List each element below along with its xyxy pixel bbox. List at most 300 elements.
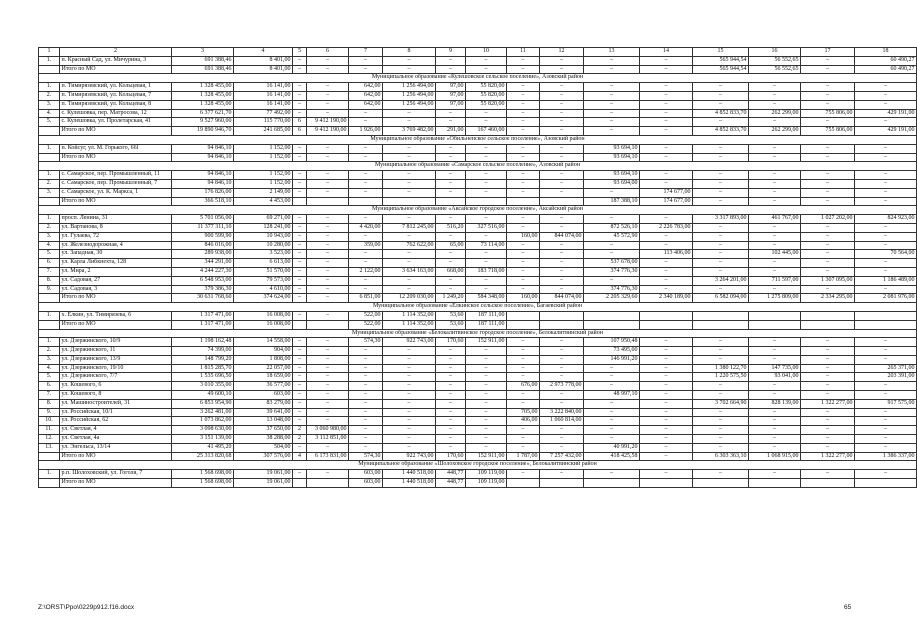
value-cell: – (749, 267, 801, 276)
value-cell: 3 112 851,00 (307, 435, 349, 444)
value-cell: – (293, 83, 307, 92)
value-cell: – (383, 171, 436, 180)
address-cell: ул. Дзержинского, 13/9 (60, 355, 172, 364)
column-number: 14 (640, 48, 693, 57)
value-cell: – (693, 144, 749, 153)
value-cell: 642,00 (349, 83, 383, 92)
column-number: 17 (801, 48, 855, 57)
value-cell: – (349, 232, 383, 241)
value-cell (540, 320, 584, 329)
value-cell: 79 573,00 (234, 276, 293, 285)
value-cell: – (507, 285, 540, 294)
value-cell: – (293, 408, 307, 417)
table-row (39, 144, 917, 153)
value-cell (801, 311, 855, 320)
table-row (39, 285, 917, 294)
value-cell: – (307, 188, 349, 197)
value-cell (640, 320, 693, 329)
value-cell: – (584, 250, 640, 259)
value-cell: 7 812 245,00 (383, 223, 436, 232)
value-cell: – (466, 171, 507, 180)
column-number: 12 (540, 48, 584, 57)
value-cell: – (383, 232, 436, 241)
value-cell: – (801, 250, 855, 259)
value-cell: – (584, 83, 640, 92)
value-cell: – (307, 259, 349, 268)
value-cell: 60 490,27 (855, 65, 917, 74)
value-cell: – (693, 171, 749, 180)
value-cell: – (801, 188, 855, 197)
value-cell: 160,00 (507, 294, 540, 303)
value-cell: – (640, 470, 693, 479)
value-cell: 2 973 778,00 (540, 382, 584, 391)
value-cell: 642,00 (349, 100, 383, 109)
value-cell (855, 320, 917, 329)
value-cell: – (640, 426, 693, 435)
value-cell: – (749, 197, 801, 206)
value-cell: – (540, 373, 584, 382)
value-cell: – (436, 355, 466, 364)
value-cell: – (749, 241, 801, 250)
table-row (39, 223, 917, 232)
value-cell (693, 479, 749, 488)
value-cell: – (801, 197, 855, 206)
value-cell: – (801, 100, 855, 109)
value-cell: – (466, 276, 507, 285)
address-cell: Итого по МО (60, 197, 172, 206)
value-cell: – (293, 144, 307, 153)
row-number: 8. (39, 276, 60, 285)
value-cell: – (640, 443, 693, 452)
row-number: 4. (39, 109, 60, 118)
value-cell: – (507, 338, 540, 347)
value-cell: – (749, 259, 801, 268)
value-cell: 4 610,00 (234, 285, 293, 294)
value-cell: – (801, 267, 855, 276)
value-cell: – (466, 250, 507, 259)
value-cell: – (466, 355, 507, 364)
value-cell: – (383, 259, 436, 268)
page-number: 65 (844, 604, 852, 611)
value-cell: – (349, 426, 383, 435)
value-cell: – (293, 100, 307, 109)
value-cell: 51 570,00 (234, 267, 293, 276)
value-cell: 262 299,00 (749, 127, 801, 136)
value-cell: 1 568 698,00 (172, 479, 234, 488)
value-cell: 603,00 (234, 391, 293, 400)
column-number: 3 (172, 48, 234, 57)
value-cell: – (749, 443, 801, 452)
value-cell: 16 008,00 (234, 311, 293, 320)
value-cell: 1 060 814,00 (540, 417, 584, 426)
table-row (39, 91, 917, 100)
value-cell: – (584, 364, 640, 373)
value-cell: 40 991,20 (584, 443, 640, 452)
value-cell: 6 853 954,90 (172, 399, 234, 408)
value-cell: 1 198 162,48 (172, 338, 234, 347)
value-cell: – (383, 408, 436, 417)
table-row (39, 443, 917, 452)
value-cell: 3 264 201,00 (693, 276, 749, 285)
value-cell: 4 (293, 452, 307, 461)
value-cell: 36 577,00 (234, 382, 293, 391)
value-cell: – (383, 109, 436, 118)
address-cell: х. Ёлкин, ул. Тимирязева, 6 (60, 311, 172, 320)
value-cell: 1 152,00 (234, 153, 293, 162)
value-cell: – (466, 399, 507, 408)
value-cell: 1 386 337,00 (855, 452, 917, 461)
table-row (39, 250, 917, 259)
row-number: 7. (39, 391, 60, 400)
value-cell: 93 041,00 (749, 373, 801, 382)
value-cell: – (466, 417, 507, 426)
value-cell: – (640, 373, 693, 382)
value-cell: – (293, 215, 307, 224)
value-cell: 4 852 833,70 (693, 109, 749, 118)
value-cell: – (307, 408, 349, 417)
value-cell: – (507, 373, 540, 382)
value-cell: – (855, 197, 917, 206)
value-cell: – (383, 391, 436, 400)
value-cell: – (640, 100, 693, 109)
value-cell: 691 388,46 (172, 65, 234, 74)
value-cell: – (855, 83, 917, 92)
row-number: 1. (39, 215, 60, 224)
value-cell: 1 068 915,00 (749, 452, 801, 461)
value-cell: – (383, 144, 436, 153)
value-cell: 187 111,00 (466, 311, 507, 320)
value-cell: – (693, 118, 749, 127)
value-cell: – (436, 426, 466, 435)
value-cell: – (855, 91, 917, 100)
value-cell: 6 613,00 (234, 259, 293, 268)
value-cell: 152 911,00 (466, 338, 507, 347)
address-cell: п. Тимирязевский, ул. Кольцевая, 8 (60, 100, 172, 109)
table-row (39, 355, 917, 364)
value-cell: – (693, 179, 749, 188)
value-cell: – (540, 443, 584, 452)
value-cell: 3 060 980,00 (307, 426, 349, 435)
value-cell: 113 406,00 (640, 250, 693, 259)
value-cell: – (383, 250, 436, 259)
value-cell: – (640, 285, 693, 294)
value-cell: – (855, 259, 917, 268)
value-cell: 10 943,00 (234, 232, 293, 241)
value-cell: 22 057,00 (234, 364, 293, 373)
table-row (39, 426, 917, 435)
value-cell: – (436, 373, 466, 382)
address-cell: Итого по МО (60, 153, 172, 162)
row-number: 1. (39, 470, 60, 479)
value-cell: 1 220 575,50 (693, 373, 749, 382)
value-cell: – (855, 382, 917, 391)
address-cell: ул. Мира, 2 (60, 267, 172, 276)
value-cell: 1 114 352,00 (383, 320, 436, 329)
value-cell: – (640, 83, 693, 92)
value-cell: 6 (293, 127, 307, 136)
address-cell: ул. Садовая, 27 (60, 276, 172, 285)
value-cell: – (540, 259, 584, 268)
value-cell: 1 317 471,00 (172, 311, 234, 320)
value-cell: – (307, 232, 349, 241)
value-cell: – (436, 391, 466, 400)
value-cell (540, 479, 584, 488)
value-cell: – (466, 179, 507, 188)
value-cell: – (507, 144, 540, 153)
value-cell: – (801, 285, 855, 294)
value-cell: – (749, 426, 801, 435)
row-number: 3. (39, 188, 60, 197)
address-cell: ул. Вартанова, 8 (60, 223, 172, 232)
value-cell: 30 631 768,60 (172, 294, 234, 303)
value-cell: – (466, 443, 507, 452)
value-cell (307, 479, 349, 488)
total-row (39, 479, 917, 488)
table-row (39, 232, 917, 241)
value-cell: 1 328 455,00 (172, 83, 234, 92)
value-cell: 16 141,00 (234, 100, 293, 109)
value-cell: 107 950,48 (584, 338, 640, 347)
value-cell: 3 702 664,90 (693, 399, 749, 408)
value-cell: 93 694,00 (584, 179, 640, 188)
value-cell: – (855, 355, 917, 364)
value-cell: – (383, 179, 436, 188)
value-cell: – (540, 215, 584, 224)
value-cell: – (293, 171, 307, 180)
value-cell: 4 420,00 (349, 223, 383, 232)
total-row (39, 294, 917, 303)
value-cell: – (383, 373, 436, 382)
value-cell: – (749, 223, 801, 232)
table-row (39, 259, 917, 268)
value-cell (749, 479, 801, 488)
value-cell: – (855, 223, 917, 232)
value-cell: 53,60 (436, 311, 466, 320)
value-cell: – (540, 118, 584, 127)
value-cell (855, 479, 917, 488)
value-cell: – (540, 338, 584, 347)
row-number: 11. (39, 426, 60, 435)
value-cell: – (801, 443, 855, 452)
value-cell: – (466, 391, 507, 400)
address-cell: ул. Садовая, 3 (60, 285, 172, 294)
value-cell: – (383, 399, 436, 408)
value-cell: 9 412 190,00 (307, 118, 349, 127)
table-row (39, 188, 917, 197)
value-cell: – (693, 382, 749, 391)
value-cell: – (640, 338, 693, 347)
value-cell: – (801, 83, 855, 92)
value-cell: – (349, 435, 383, 444)
value-cell: – (293, 373, 307, 382)
value-cell: – (349, 364, 383, 373)
row-number (39, 320, 60, 329)
value-cell: 1 322 277,00 (801, 452, 855, 461)
value-cell: – (801, 408, 855, 417)
value-cell: – (801, 118, 855, 127)
value-cell: 5 701 056,00 (172, 215, 234, 224)
value-cell: – (293, 250, 307, 259)
value-cell (693, 320, 749, 329)
value-cell: – (584, 215, 640, 224)
value-cell: 2 149,00 (234, 188, 293, 197)
table-row (39, 215, 917, 224)
value-cell: – (640, 232, 693, 241)
value-cell (540, 197, 584, 206)
value-cell: – (436, 285, 466, 294)
value-cell: – (693, 153, 749, 162)
value-cell: – (307, 100, 349, 109)
address-cell: п. Тимирязевский, ул. Кольцевая, 1 (60, 83, 172, 92)
value-cell: – (855, 408, 917, 417)
value-cell: 77 492,00 (234, 109, 293, 118)
row-number: 2. (39, 91, 60, 100)
value-cell: – (349, 65, 383, 74)
address-cell: Итого по МО (60, 65, 172, 74)
value-cell: – (584, 382, 640, 391)
value-cell: 1 568 698,00 (172, 470, 234, 479)
value-cell: – (540, 83, 584, 92)
value-cell: 55 820,00 (466, 100, 507, 109)
row-number: 1. (39, 144, 60, 153)
value-cell: 1 440 518,00 (383, 470, 436, 479)
value-cell: – (349, 417, 383, 426)
table-row (39, 470, 917, 479)
value-cell: – (540, 267, 584, 276)
value-cell: 366 518,10 (172, 197, 234, 206)
value-cell: – (436, 364, 466, 373)
row-number (39, 197, 60, 206)
value-cell: 846 016,00 (172, 241, 234, 250)
value-cell: – (436, 232, 466, 241)
value-cell: 2 226 783,00 (640, 223, 693, 232)
value-cell: – (640, 347, 693, 356)
value-cell: – (855, 443, 917, 452)
value-cell: 9 412 190,00 (307, 127, 349, 136)
value-cell: – (507, 171, 540, 180)
value-cell: – (293, 188, 307, 197)
address-cell: ул. Российская, 62 (60, 417, 172, 426)
table-row (39, 391, 917, 400)
value-cell (540, 311, 584, 320)
value-cell: – (584, 435, 640, 444)
value-cell: – (507, 259, 540, 268)
value-cell: 291,00 (436, 127, 466, 136)
value-cell: 3 317 893,00 (693, 215, 749, 224)
value-cell: – (749, 470, 801, 479)
value-cell: – (466, 285, 507, 294)
value-cell (584, 320, 640, 329)
value-cell (693, 311, 749, 320)
value-cell: – (640, 408, 693, 417)
value-cell: – (749, 83, 801, 92)
value-cell: – (293, 267, 307, 276)
value-cell (349, 197, 383, 206)
value-cell: – (540, 250, 584, 259)
column-number: 11 (507, 48, 540, 57)
table-row (39, 118, 917, 127)
value-cell (640, 311, 693, 320)
value-cell: – (466, 364, 507, 373)
value-cell: 824 923,00 (855, 215, 917, 224)
value-cell: – (693, 426, 749, 435)
value-cell: – (640, 118, 693, 127)
section-heading: Муниципальное образование «Кулешовское сельское поселение», Азовский район (39, 74, 917, 83)
value-cell: 4 852 833,70 (693, 127, 749, 136)
value-cell: – (293, 153, 307, 162)
value-cell: – (436, 443, 466, 452)
value-cell: – (693, 435, 749, 444)
value-cell: – (383, 364, 436, 373)
value-cell: 152 911,00 (466, 452, 507, 461)
value-cell: 94 846,10 (172, 171, 234, 180)
file-path-footer: Z:\ORST\Ppo\0229p912.f16.docx (38, 604, 135, 611)
value-cell: – (540, 179, 584, 188)
value-cell: 6 851,00 (349, 294, 383, 303)
value-cell: – (507, 391, 540, 400)
row-number: 5. (39, 373, 60, 382)
value-cell: – (855, 118, 917, 127)
value-cell: – (693, 285, 749, 294)
value-cell: 4 244 227,30 (172, 267, 234, 276)
column-number: 13 (584, 48, 640, 57)
value-cell: – (507, 223, 540, 232)
row-number: 1. (39, 83, 60, 92)
value-cell: – (349, 56, 383, 65)
value-cell: – (749, 417, 801, 426)
value-cell: – (855, 144, 917, 153)
value-cell: – (466, 188, 507, 197)
value-cell: 1 328 455,00 (172, 100, 234, 109)
value-cell: – (507, 188, 540, 197)
value-cell: – (693, 417, 749, 426)
value-cell: – (349, 408, 383, 417)
value-cell: 461 767,00 (749, 215, 801, 224)
value-cell: – (640, 399, 693, 408)
value-cell: – (383, 285, 436, 294)
value-cell: 755 806,00 (801, 109, 855, 118)
value-cell: – (466, 109, 507, 118)
section-heading-row (39, 74, 917, 83)
value-cell: 93 694,10 (584, 144, 640, 153)
value-cell: – (466, 65, 507, 74)
value-cell (640, 479, 693, 488)
value-cell: – (801, 382, 855, 391)
value-cell: 55 820,00 (466, 91, 507, 100)
value-cell: – (349, 144, 383, 153)
value-cell: – (293, 391, 307, 400)
value-cell: – (383, 215, 436, 224)
value-cell: – (507, 215, 540, 224)
value-cell: 97,00 (436, 100, 466, 109)
value-cell: – (349, 382, 383, 391)
address-cell: ул. Железнодорожная, 4 (60, 241, 172, 250)
value-cell: – (693, 355, 749, 364)
value-cell: 374 776,30 (584, 267, 640, 276)
value-cell: 19 061,00 (234, 479, 293, 488)
value-cell: 97,00 (436, 91, 466, 100)
value-cell: – (540, 127, 584, 136)
value-cell: 1 186 489,00 (855, 276, 917, 285)
value-cell: – (349, 355, 383, 364)
table-row (39, 267, 917, 276)
value-cell: 83 279,00 (234, 399, 293, 408)
value-cell: – (801, 56, 855, 65)
value-cell: 844 074,00 (540, 294, 584, 303)
value-cell: 418 425,58 (584, 452, 640, 461)
value-cell: – (540, 355, 584, 364)
value-cell: 48 997,10 (584, 391, 640, 400)
